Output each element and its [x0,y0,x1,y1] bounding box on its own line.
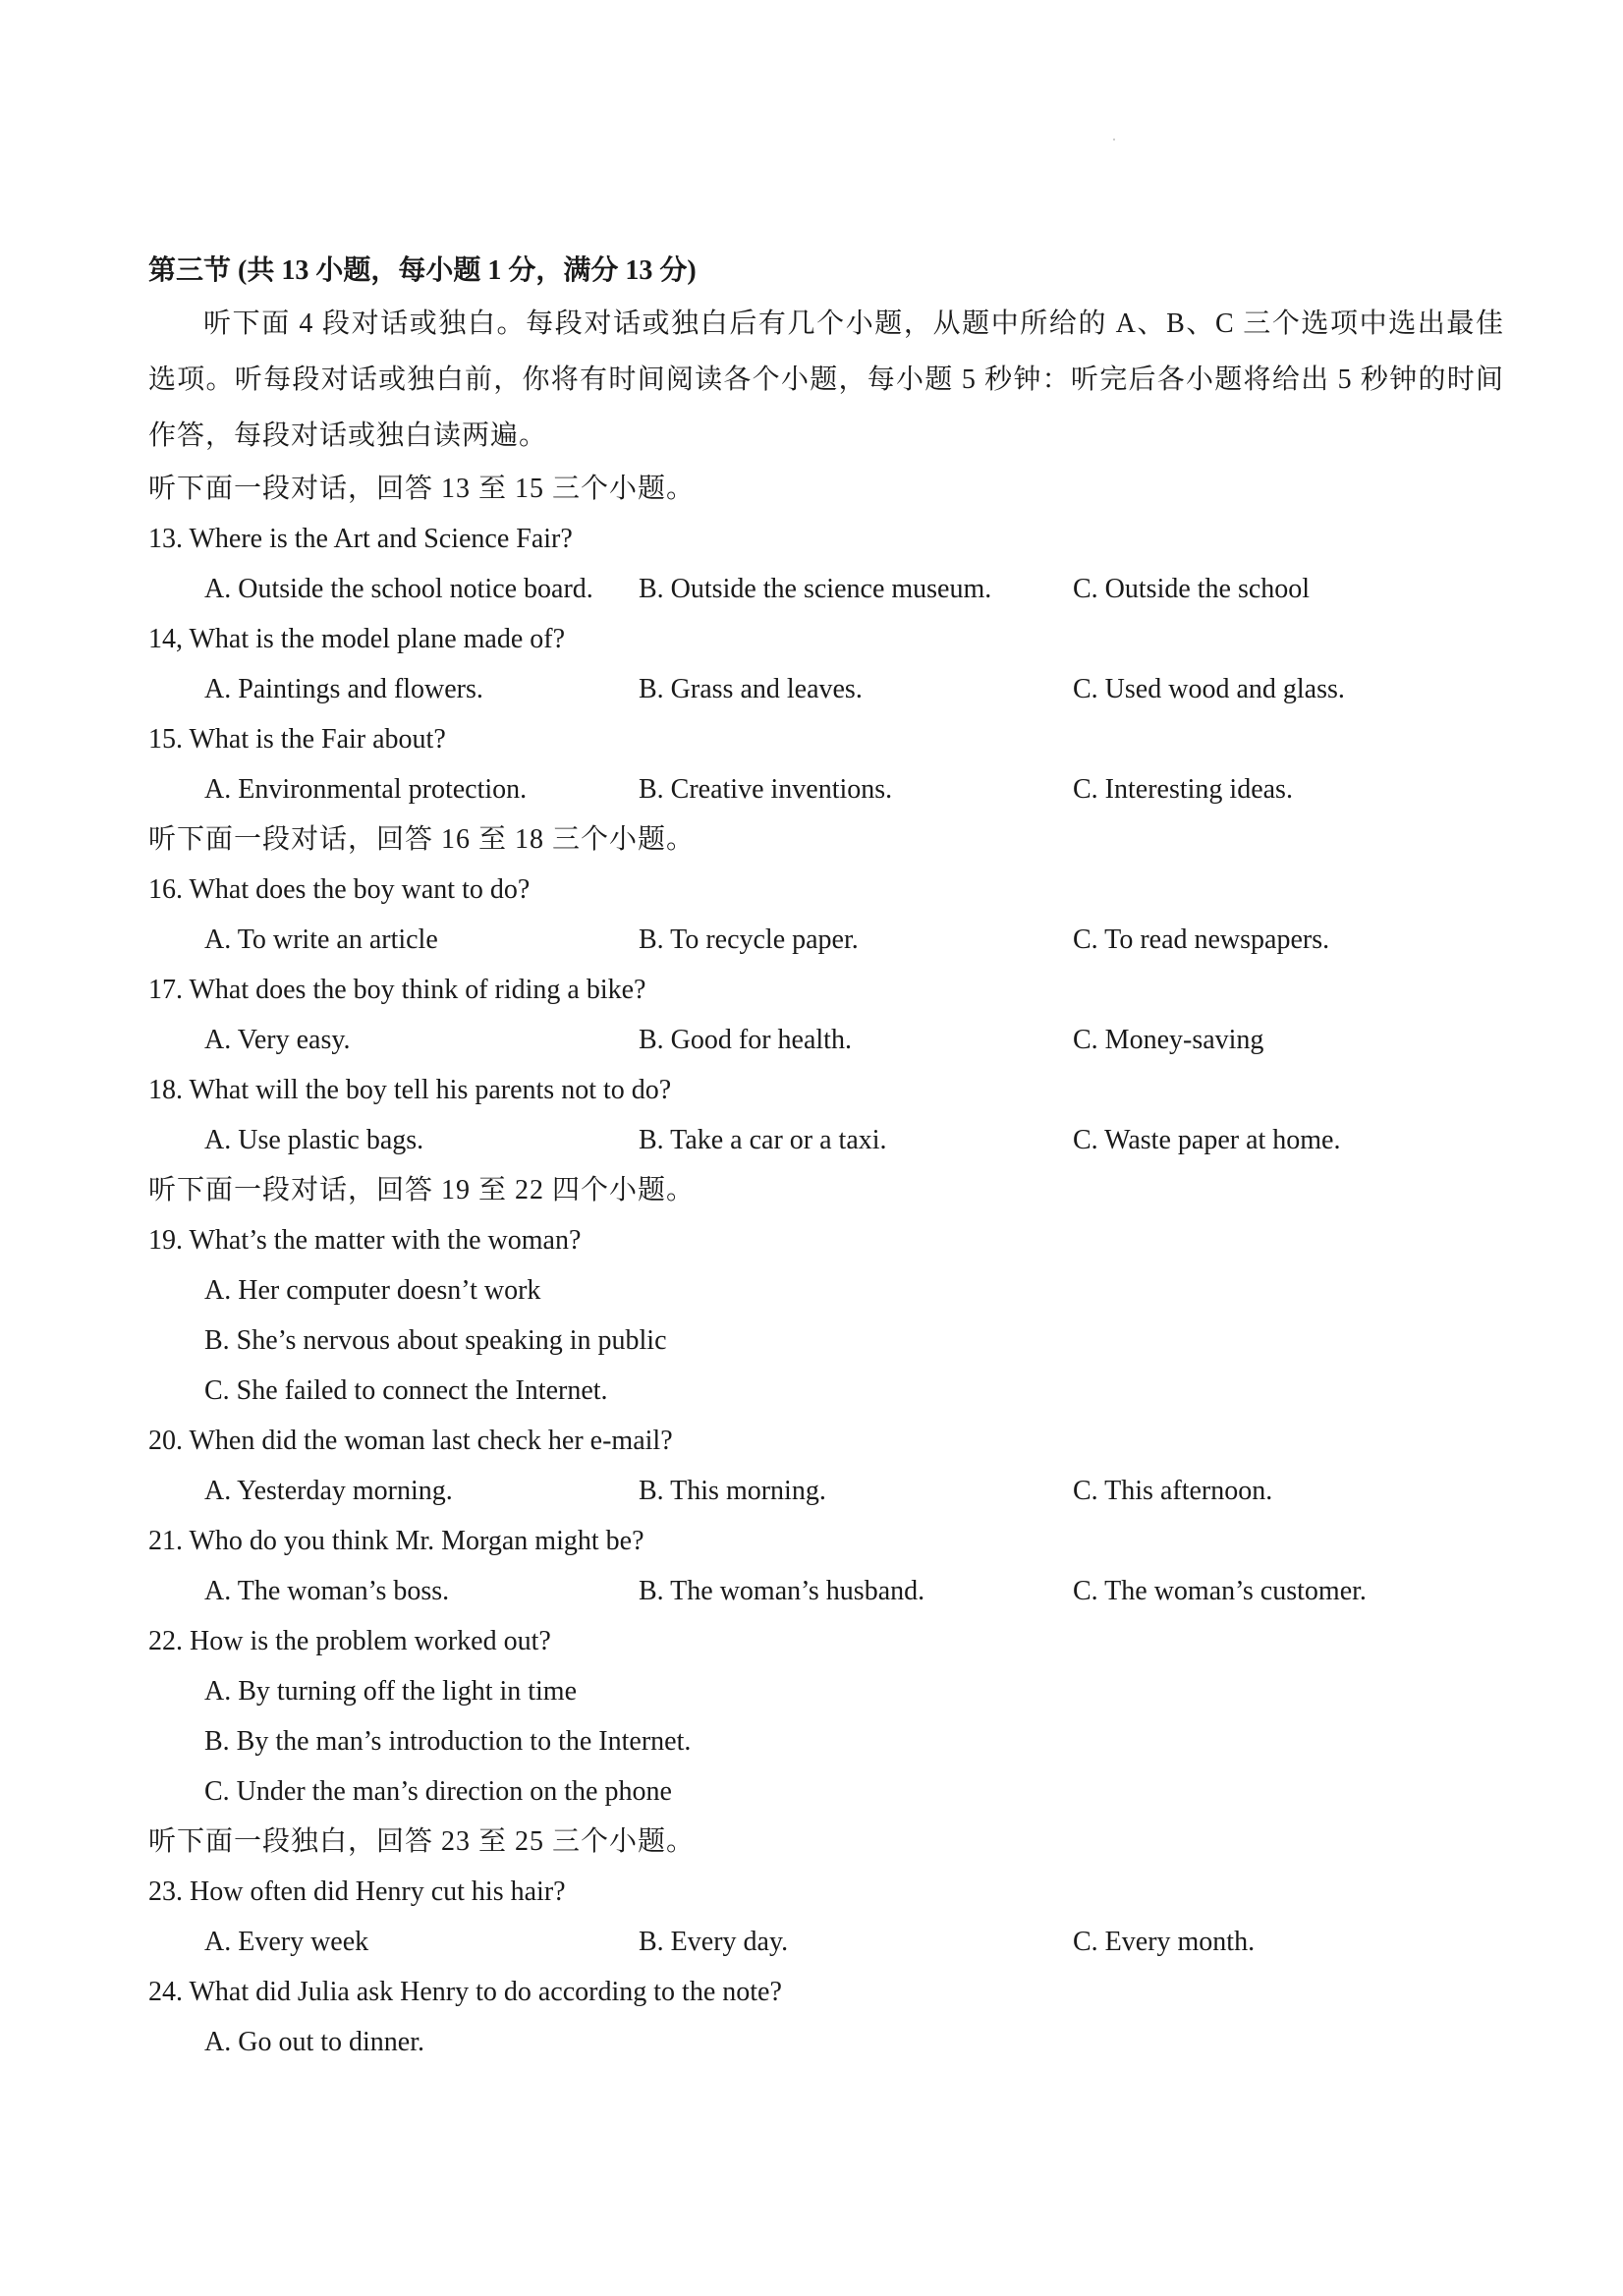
option-a: A. Every week [204,1927,369,1957]
option-a: A. Go out to dinner. [204,2027,424,2057]
option-b: B. Take a car or a taxi. [639,1125,887,1155]
question-stem: 15. What is the Fair about? [148,724,446,755]
question-options [148,1115,1504,1165]
question-stem: 18. What will the boy tell his parents not to do? [148,1075,672,1105]
option-b: B. The woman’s husband. [639,1576,925,1606]
option-b: B. This morning. [639,1476,826,1506]
option-b: B. Outside the science museum. [639,574,992,604]
scan-dot [1113,139,1115,140]
option-a: A. To write an article [204,924,438,955]
section-heading: 第三节 (共 13 小题，每小题 1 分，满分 13 分) [148,255,697,286]
option-a: A. Outside the school notice board. [204,574,593,604]
question-options [148,1466,1504,1516]
option-c: C. Every month. [1073,1927,1256,1957]
option-a: A. Environmental protection. [204,774,528,805]
group-instruction: 听下面一段对话，回答 16 至 18 三个小题。 [148,824,696,855]
question-stem: 20. When did the woman last check her e-mail? [148,1426,673,1456]
group-instruction: 听下面一段对话，回答 19 至 22 四个小题。 [148,1175,696,1205]
question-stem: 22. How is the problem worked out? [148,1626,551,1656]
question-options [148,564,1504,614]
question-stem: 13. Where is the Art and Science Fair? [148,524,573,554]
question-stem: 17. What does the boy think of riding a bike? [148,975,646,1005]
question-options [148,1015,1504,1065]
option-a: A. The woman’s boss. [204,1576,450,1606]
option-c: C. Used wood and glass. [1073,674,1345,704]
option-b: B. She’s nervous about speaking in public [204,1325,667,1356]
option-c: C. Under the man’s direction on the phone [204,1776,672,1807]
question-options [148,764,1504,814]
option-c: C. Outside the school [1073,574,1311,604]
group-instruction: 听下面一段对话，回答 13 至 15 三个小题。 [148,474,696,504]
option-a: A. Her computer doesn’t work [204,1275,541,1306]
option-a: A. By turning off the light in time [204,1676,578,1707]
question-stem: 23. How often did Henry cut his hair? [148,1876,566,1907]
option-b: B. Every day. [639,1927,789,1957]
option-c: C. Interesting ideas. [1073,774,1293,805]
option-c: C. To read newspapers. [1073,924,1330,955]
question-options [148,1917,1504,1967]
question-stem: 19. What’s the matter with the woman? [148,1225,582,1256]
option-c: C. The woman’s customer. [1073,1576,1367,1606]
option-a: A. Use plastic bags. [204,1125,424,1155]
option-b: B. Grass and leaves. [639,674,863,704]
option-b: B. By the man’s introduction to the Internet. [204,1726,692,1757]
question-options [148,915,1504,965]
question-options [148,1566,1504,1616]
option-a: A. Yesterday morning. [204,1476,453,1506]
option-b: B. Creative inventions. [639,774,893,805]
option-c: C. Money-saving [1073,1025,1264,1055]
option-b: B. Good for health. [639,1025,852,1055]
option-a: A. Paintings and flowers. [204,674,483,704]
directions-paragraph: 听下面 4 段对话或独白。每段对话或独白后有几个小题，从题中所给的 A、B、C 三个选项中选出最佳选项。听每段对话或独白前，你将有时间阅读各个小题，每小题 5 秒钟：听完后各小题将给出 5 秒钟的时间作答，每段对话或独白读两遍。 [148,308,1504,451]
group-instruction: 听下面一段独白，回答 23 至 25 三个小题。 [148,1826,696,1857]
question-stem: 21. Who do you think Mr. Morgan might be? [148,1526,644,1556]
option-c: C. She failed to connect the Internet. [204,1375,608,1406]
option-c: C. This afternoon. [1073,1476,1273,1506]
question-stem: 24. What did Julia ask Henry to do according to the note? [148,1977,782,2007]
question-options [148,664,1504,714]
option-a: A. Very easy. [204,1025,351,1055]
question-stem: 14, What is the model plane made of? [148,624,566,654]
option-c: C. Waste paper at home. [1073,1125,1341,1155]
option-b: B. To recycle paper. [639,924,859,955]
exam-page [148,246,1504,2067]
question-stem: 16. What does the boy want to do? [148,874,531,905]
